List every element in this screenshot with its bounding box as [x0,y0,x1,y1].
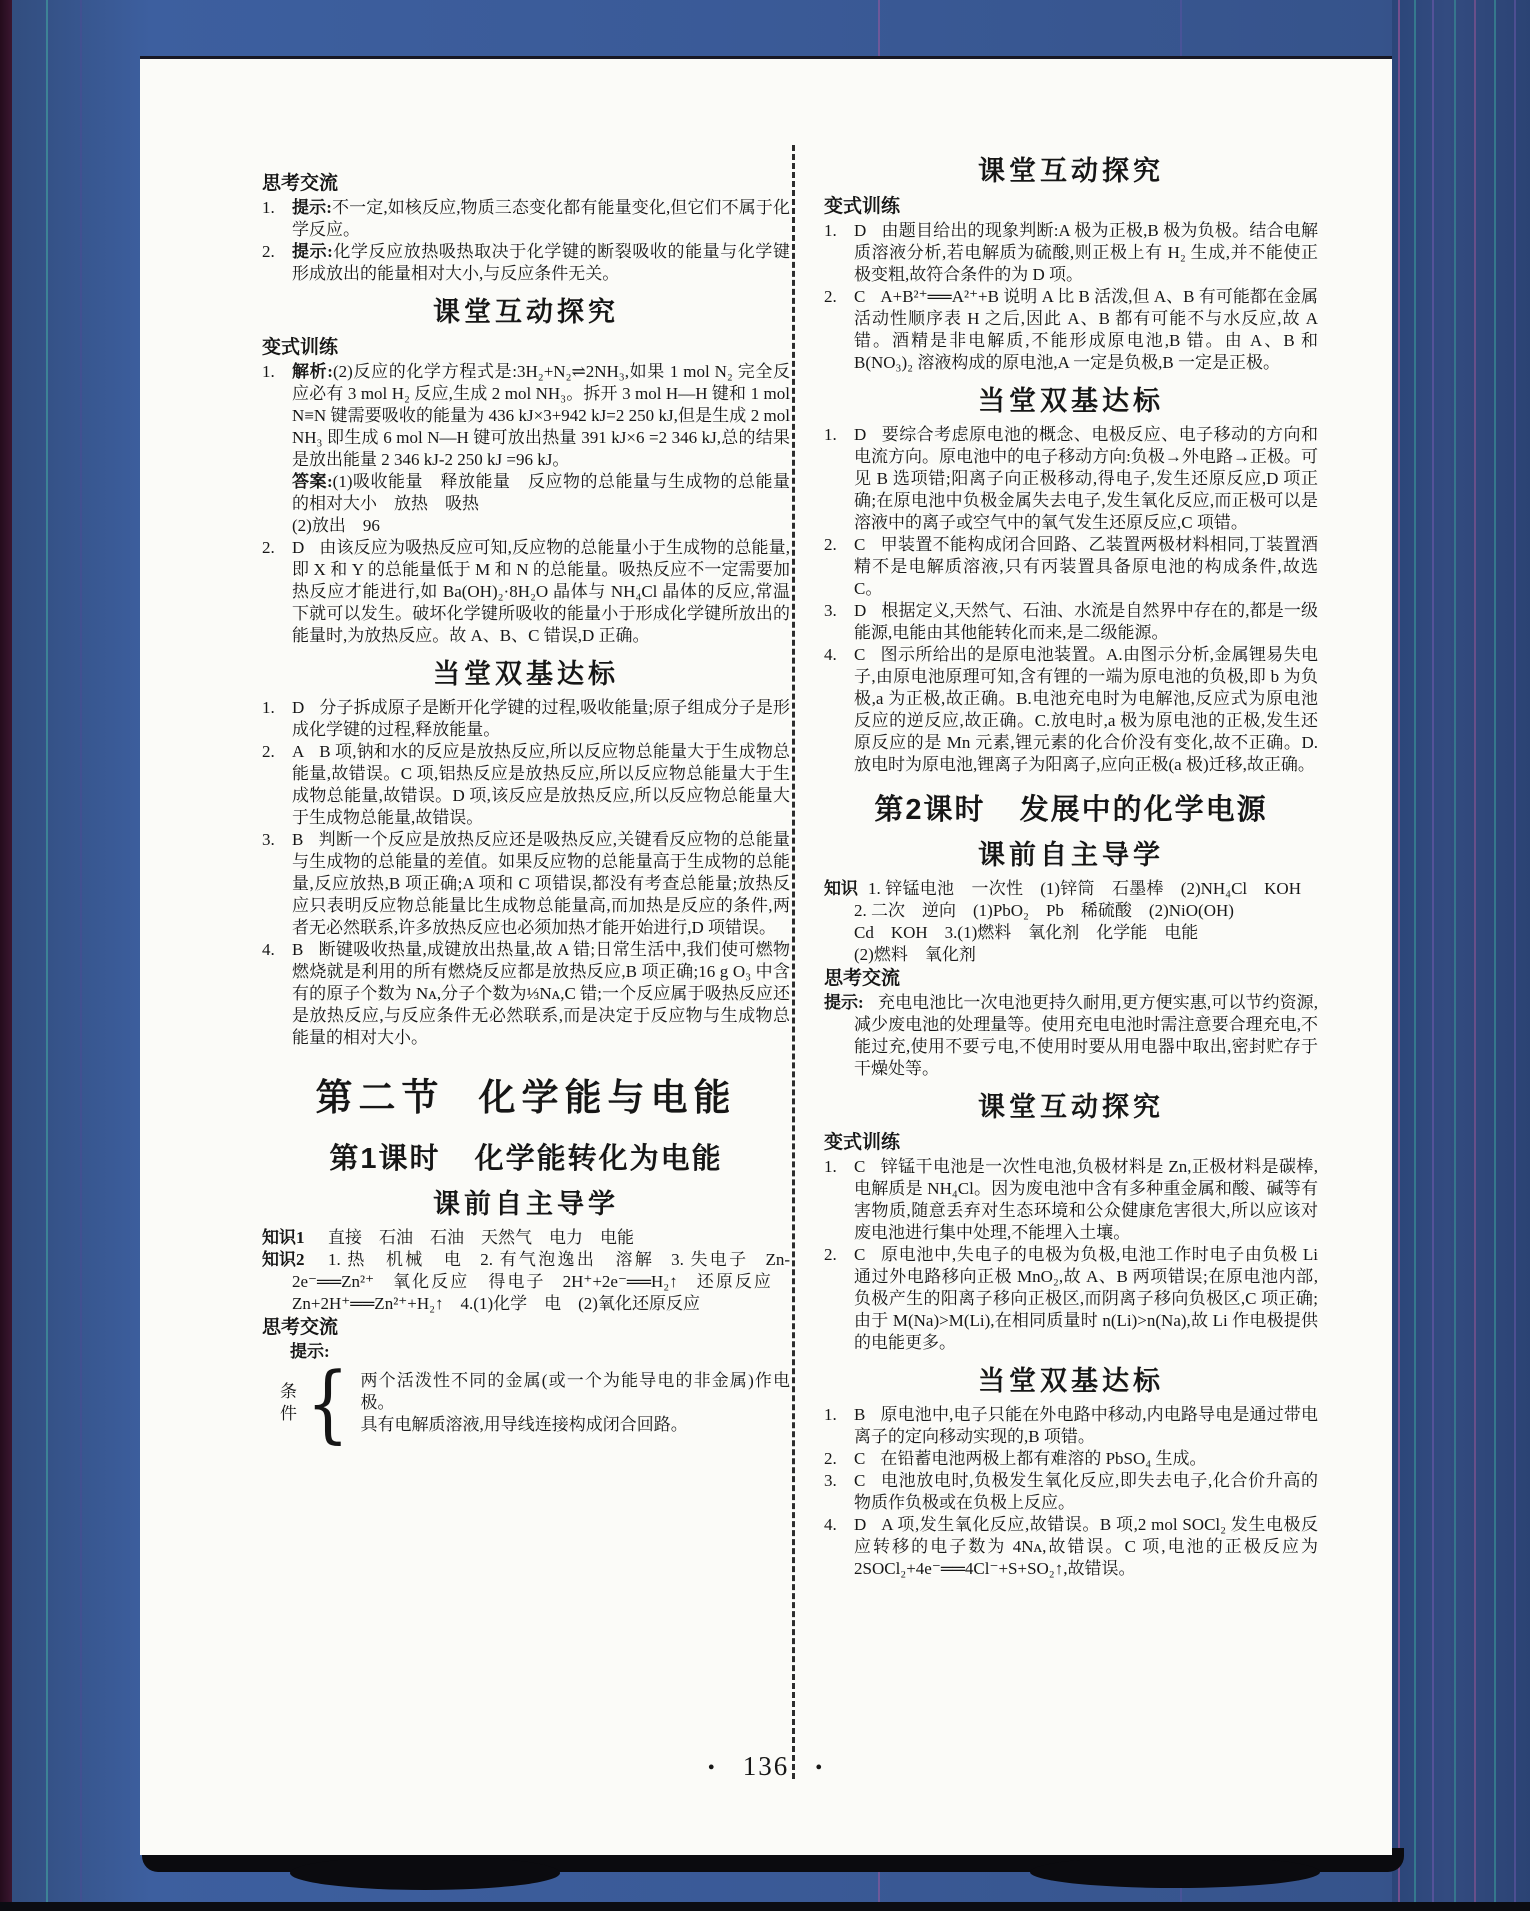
heading-variant-training: 变式训练 [824,1132,901,1153]
heading-think-exchange: 思考交流 [824,968,901,989]
list-item [824,1244,1318,1354]
hint-label: 提示: [824,993,864,1012]
heading-pre-study: 课前自主导学 [978,840,1164,870]
item-text: 根据定义,天然气、石油、水流是自然界中存在的,都是一级能源,电能由其他能转化而来,是二级能源。 [854,601,1318,642]
item-number: 1. [262,362,275,381]
answer-letter: C [854,535,866,554]
knowledge-line: (2)燃料 氧化剂 [854,945,976,964]
pinstripe [1414,0,1416,1911]
right-column [824,154,1318,1580]
section-title [262,1077,790,1121]
answer-letter: D [854,221,867,240]
item-number: 1. [824,1405,837,1424]
list-item [262,241,790,285]
answer-label: 答案: [292,472,333,491]
item-text: 断键吸收热量,成键放出热量,故 A 错;日常生活中,我们使可燃物燃烧就是利用的所有燃烧反应都是放热反应,B 项正确;16 g O₃ 中含有的原子个数为 Nᴀ,分子个数为⅓Nᴀ,C 错;一个反应属于吸热反应还是放热反应,与反应条件无必然联系,而是决定于反应物与生成物总能量的相对大小。 [292,940,790,1047]
knowledge-text: 1. 锌锰电池 一次性 (1)锌筒 石墨棒 (2)NH₄Cl KOH 2. 二次 逆向 (1)PbO₂ Pb 稀硫酸 (2)NiO(OH) [854,879,1318,920]
item-number: 2. [824,1245,837,1264]
heading-basic-standard: 当堂双基达标 [978,1366,1164,1396]
session-name: 化学能转化为电能 [474,1143,723,1175]
item-number: 1. [262,698,275,717]
list-item [824,1470,1318,1514]
item-text: A 项,发生氧化反应,故错误。B 项,2 mol SOCl₂ 发生电极反应转移的电子数为 4Nᴀ,故错误。C 项,电池的正极反应为 2SOCl₂+4e⁻══4Cl⁻+S+SO₂↑,故错误。 [854,1515,1319,1578]
heading-pre-study: 课前自主导学 [433,1189,619,1219]
item-number: 1. [824,1157,837,1176]
session-title [824,792,1318,828]
answer-letter: D [292,698,305,717]
item-text: 要综合考虑原电池的概念、电极反应、电子移动的方向和电流方向。原电池中的电子移动方向:负极→外电路→正极。可见 B 选项错;阳离子向正极移动,得电子,发生还原反应,D 项正确;在原电池中负极金属失去电子,发生氧化反应,而正极可以是溶液中的离子或空气中的氧气发生还原反应,C 项错。 [854,425,1318,532]
heading-basic-standard: 当堂双基达标 [978,386,1164,416]
item-text: 由该反应为吸热反应可知,反应物的总能量小于生成物的总能量,即 X 和 Y 的总能量低于 M 和 N 的总能量。吸热反应不一定需要加热反应才能进行,如 Ba(OH)₂·8H₂O 晶体与 NH₄Cl 晶体的反应,常温下就可以发生。破坏化学键所吸收的能量小于形成化学键所放出的能量时,为放热反应。故 A、B、C 错误,D 正确。 [292,538,790,645]
answer-letter: C [854,1245,866,1264]
knowledge-text: 1. 热 机械 电 2. 有气泡逸出 溶解 3. 失电子 Zn-2e⁻══Zn²⁺ 氧化反应 得电子 2H⁺+2e⁻══H₂↑ 还原反应 Zn+2H⁺══Zn²⁺+H₂↑ 4.(1)化学 电 (2)氧化还原反应 [292,1250,790,1313]
page-footer [140,1751,1392,1782]
hint-text: 充电电池比一次电池更持久耐用,更方便实惠,可以节约资源,减少废电池的处理量等。使用充电电池时需注意要合理充电,不能过充,使用不要亏电,不使用时要从用电器中取出,密封贮存于干燥处等。 [854,993,1318,1078]
brace-glyph: { [306,1354,350,1452]
answer-line: (2)放出 96 [292,516,380,535]
session-label: 第1课时 [329,1143,441,1175]
book-edge-strip [0,0,12,1911]
condition-char-top: 条 [280,1382,297,1401]
item-number: 2. [262,742,275,761]
heading-variant-training: 变式训练 [824,196,901,217]
heading-think-exchange: 思考交流 [262,173,339,194]
hint-block [824,992,1318,1080]
answer-text: (1)吸收能量 释放能量 反应物的总能量与生成物的总能量的相对大小 放热 吸热 [292,472,790,513]
list-item [824,1514,1318,1580]
list-item [824,1404,1318,1448]
item-text: 不一定,如核反应,物质三态变化都有能量变化,但它们不属于化学反应。 [292,198,791,239]
session-name: 发展中的化学电源 [1019,794,1268,826]
knowledge-line: Cd KOH 3.(1)燃料 氧化剂 化学能 电能 [854,923,1199,942]
answer-letter: C [854,1157,866,1176]
heading-class-explore: 课堂互动探究 [978,156,1164,186]
book-page [140,56,1392,1855]
answer-letter: C [854,287,866,306]
item-number: 3. [824,1471,837,1490]
item-text: 甲装置不能构成闭合回路、乙装置两极材料相同,丁装置酒精不是电解质溶液,只有丙装置具备原电池的构成条件,故选 C。 [854,535,1318,598]
left-column [262,171,791,1452]
condition-char-bottom: 件 [280,1404,297,1423]
list-item [262,741,790,829]
knowledge-label: 知识2 [262,1250,305,1269]
condition-brace-block [280,1354,790,1452]
condition-label [280,1381,297,1425]
list-item [262,197,790,241]
item-number: 1. [262,198,275,217]
list-item [262,697,790,741]
item-text [292,361,790,471]
condition-content [360,1370,790,1436]
item-text: B 项,钠和水的反应是放热反应,所以反应物总能量大于生成物总能量,故错误。C 项,铝热反应是放热反应,所以反应物总能量大于生成物总能量,故错误。D 项,该反应是放热反应,所以反应物总能量大于生成物总能量,故错误。 [292,742,790,827]
knowledge-block [262,1249,790,1315]
list-item [824,424,1318,534]
item-number: 2. [262,242,275,261]
item-text: 由题目给出的现象判断:A 极为正极,B 极为负极。结合电解质溶液分析,若电解质为硫酸,则正极上有 H₂ 生成,并不能使正极变粗,故符合条件的为 D 项。 [854,221,1318,284]
knowledge-text: 直接 石油 石油 天然气 电力 电能 [328,1228,634,1247]
book-cover-right-band [1392,0,1530,1911]
item-text: 在铅蓄电池两极上都有难溶的 PbSO₄ 生成。 [880,1449,1207,1468]
answer-letter: C [854,645,866,664]
list-item [262,361,790,537]
section-name: 化学能与电能 [478,1078,737,1119]
list-item [824,286,1318,374]
pinstripe [1398,0,1400,1911]
session-title [262,1141,790,1177]
pinstripe [1432,0,1434,1911]
item-number: 4. [824,645,837,664]
item-label: 解析: [292,362,333,381]
list-item [262,939,790,1049]
heading-variant-training: 变式训练 [262,337,339,358]
item-text: 电池放电时,负极发生氧化反应,即失去电子,化合价升高的物质作负极或在负极上反应。 [854,1471,1318,1512]
heading-basic-standard: 当堂双基达标 [433,659,619,689]
item-number: 3. [824,601,837,620]
answer-letter: D [292,538,305,557]
item-text: 原电池中,失电子的电极为负极,电池工作时电子由负极 Li 通过外电路移向正极 MnO₂,故 A、B 两项错误;在原电池内部,负极产生的阳离子移向正极区,而阴离子移向负极区,C 项正确;由于 M(Na)>M(Li),在相同质量时 n(Li)>n(Na),故 Li 作电极提供的电能更多。 [854,1245,1318,1352]
item-number: 2. [824,535,837,554]
pinstripe [1454,0,1456,1911]
page-number: 136 [742,1751,790,1781]
session-label: 第2课时 [874,794,986,826]
answer-letter: D [854,601,867,620]
item-number: 2. [824,287,837,306]
item-label: 提示: [292,242,333,261]
pinstripe [1474,0,1476,1911]
pinstripe [80,0,82,1911]
column-divider [792,145,795,1779]
condition-line: 具有电解质溶液,用导线连接构成闭合回路。 [360,1415,688,1434]
page-bottom-shadow [290,1856,560,1890]
hint-label: 提示: [290,1342,330,1361]
list-item [262,537,790,647]
list-item [824,220,1318,286]
list-item [824,600,1318,644]
item-number: 2. [262,538,275,557]
item-number: 2. [824,1449,837,1468]
condition-line: 两个活泼性不同的金属(或一个为能导电的非金属)作电极。 [360,1371,790,1412]
scan-bottom-bar [0,1902,1530,1911]
list-item [824,534,1318,600]
answer-letter: C [854,1471,866,1490]
item-text: 分子拆成原子是断开化学键的过程,吸收能量;原子组成分子是形成化学键的过程,释放能量。 [292,698,790,739]
heading-class-explore: 课堂互动探究 [978,1092,1164,1122]
answer-letter: B [292,830,304,849]
knowledge-block [824,878,1318,966]
list-item [824,644,1318,776]
item-text: 化学反应放热吸热取决于化学键的断裂吸收的能量与化学键形成放出的能量相对大小,与反应条件无关。 [292,242,790,283]
pinstripe [46,0,48,1911]
answer-letter: D [854,425,867,444]
section-label: 第二节 [315,1078,445,1119]
item-number: 4. [824,1515,837,1534]
pinstripe [1514,0,1516,1911]
item-text: 图示所给出的是原电池装置。A.由图示分析,金属锂易失电子,由原电池原理可知,含有锂的一端为原电池的负极,即 b 为负极,a 为正极,故正确。B.电池充电时为电解池,反应式为原电池反应的逆反应,故正确。C.放电时,a 极为原电池的正极,发生还原反应的是 Mn 元素,锂元素的化合价没有变化,故不正确。D.放电时为原电池,锂离子为阳离子,应向正极(a 极)迁移,故正确。 [854,645,1318,774]
item-number: 3. [262,830,275,849]
footer-dot: • [707,1757,717,1780]
item-label: 提示: [292,198,332,217]
answer-letter: B [292,940,304,959]
item-text: 锌锰干电池是一次性电池,负极材料是 Zn,正极材料是碳棒,电解质是 NH₄Cl。因为废电池中含有多种重金属和酸、碱等有害物质,随意丢弃对生态环境和公众健康危害很大,所以应该对废电池进行集中处理,不能埋入土壤。 [854,1157,1318,1242]
item-text: 判断一个反应是放热反应还是吸热反应,关键看反应物的总能量与生成物的总能量的差值。如果反应物的总能量高于生成物的总能量,反应放热,B 项正确;A 项和 C 项错误,都没有考查总能量;放热反应只表明反应物总能量比生成物总能量高,而加热是反应的条件,两者无必然联系,许多放热反应也必须加热才能开始进行,D 项错误。 [292,830,790,937]
list-item [824,1448,1318,1470]
answer-line [292,471,790,515]
answer-letter: D [854,1515,867,1534]
list-item [262,829,790,939]
answer-letter: A [292,742,305,761]
footer-dot: • [815,1757,825,1780]
knowledge-label: 知识 [824,879,858,898]
answer-letter: B [854,1405,866,1424]
item-text: 原电池中,电子只能在外电路中移动,内电路导电是通过带电离子的定向移动实现的,B 项错。 [854,1405,1318,1446]
heading-class-explore: 课堂互动探究 [433,297,619,327]
item-number: 1. [824,425,837,444]
item-number: 4. [262,940,275,959]
knowledge-label: 知识1 [262,1228,305,1247]
knowledge-block [262,1227,790,1249]
heading-think-exchange: 思考交流 [262,1317,339,1338]
pinstripe [1494,0,1496,1911]
answer-letter: C [854,1449,866,1468]
analysis-text: (2)反应的化学方程式是:3H₂+N₂⇌2NH₃,如果 1 mol N₂ 完全反应必有 3 mol H₂ 反应,生成 2 mol NH₃。拆开 3 mol H—H 键和 1 mol N≡N 键需要吸收的能量为 436 kJ×3+942 kJ=2 250 kJ,但是生成 2 mol NH₃ 即生成 6 mol N—H 键可放出热量 391 kJ×6 =2 346 kJ,总的结果是放出能量 2 346 kJ-2 250 kJ =96 kJ。 [292,362,790,469]
page-bottom-shadow [1030,1856,1320,1888]
item-number: 1. [824,221,837,240]
item-text: A+B²⁺══A²⁺+B 说明 A 比 B 活泼,但 A、B 有可能都在金属活动性顺序表 H 之后,因此 A、B 都有可能不与水反应,故 A 错。酒精是非电解质,不能形成原电池,B 错。由 A、B 和 B(NO₃)₂ 溶液构成的原电池,A 一定是负极,B 一定是正极。 [854,287,1318,372]
list-item [824,1156,1318,1244]
